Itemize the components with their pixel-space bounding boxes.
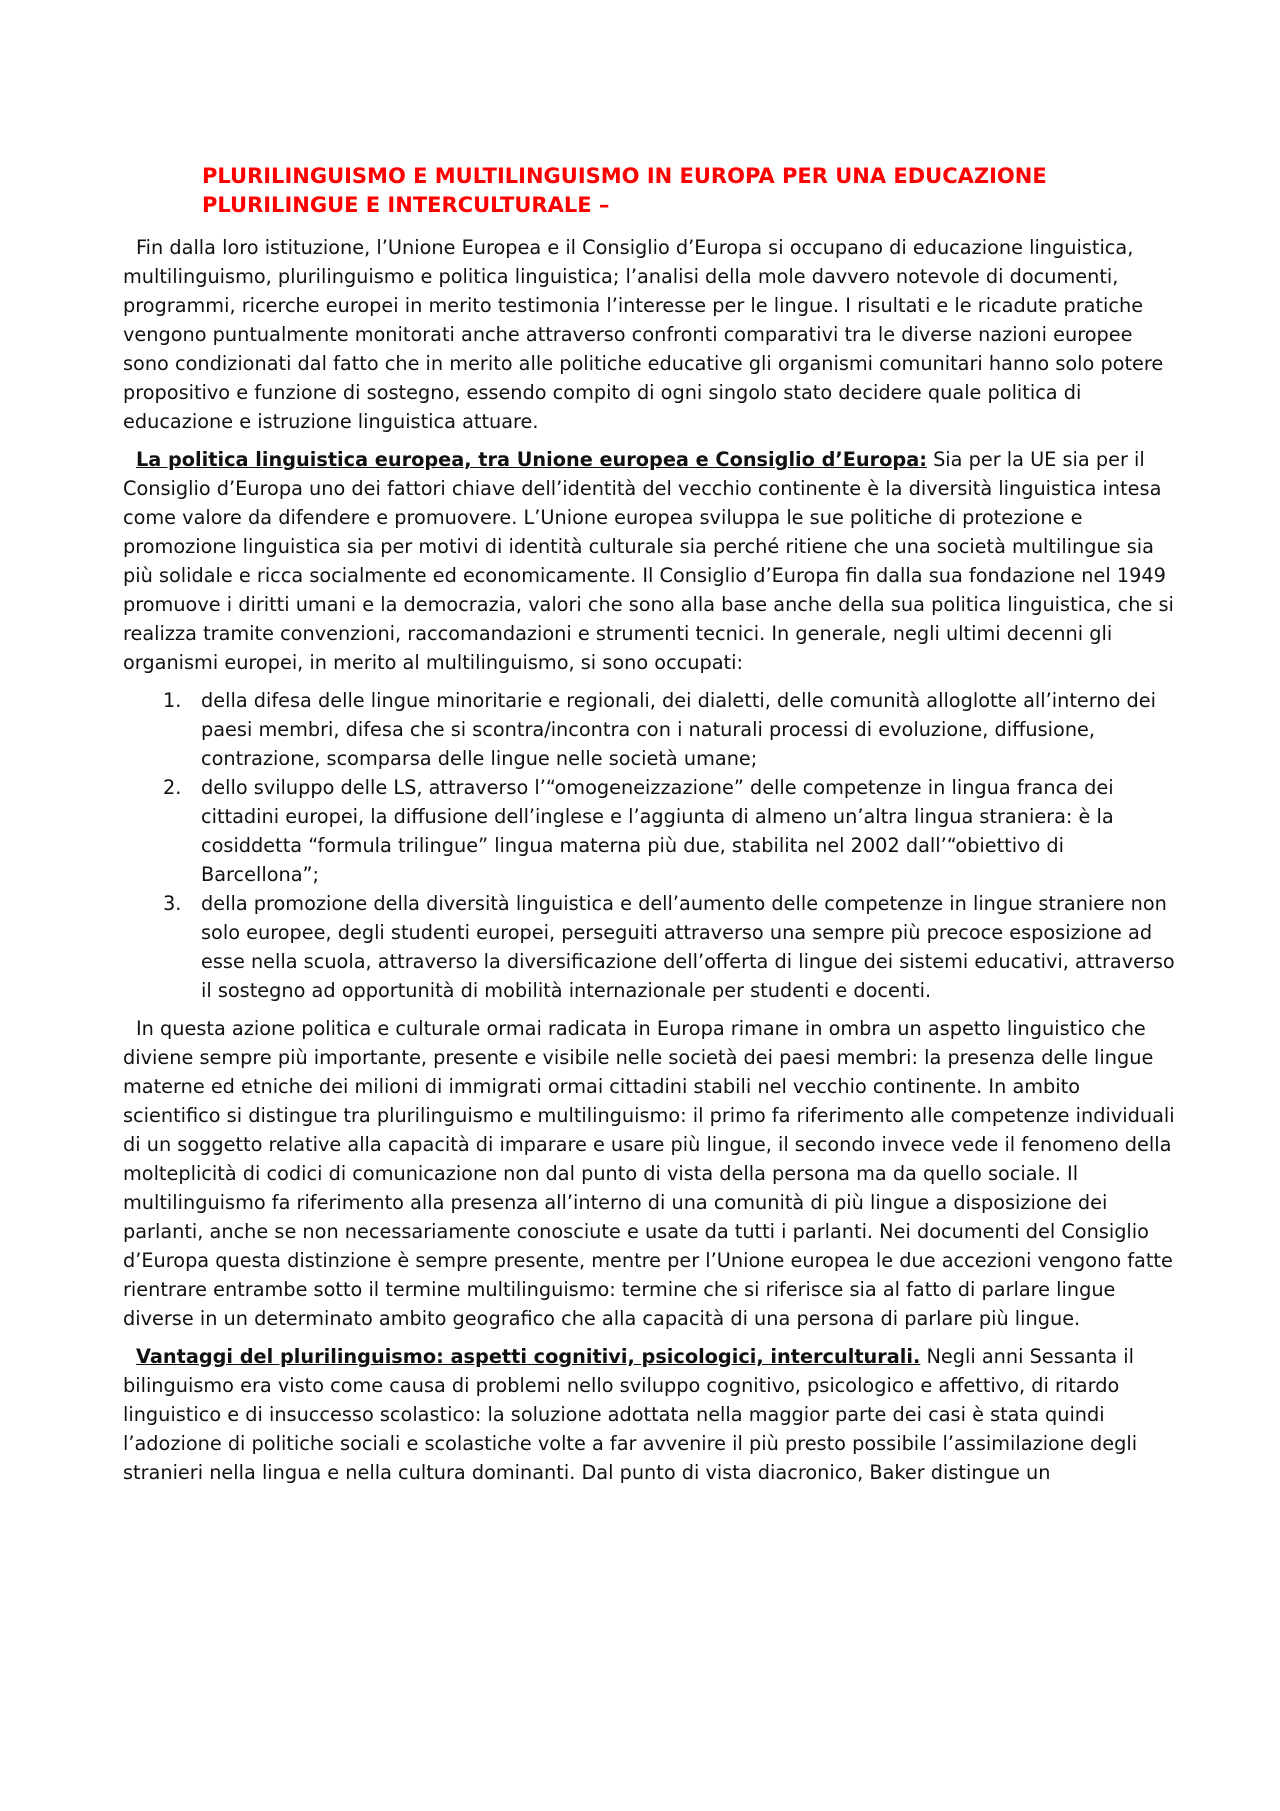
section-text: Negli anni Sessanta il bilinguismo era visto come causa di problemi nello sviluppo cognitivo, psicologico e affettivo, di ritardo linguistico e di insuccesso scolastico: la soluzione adottata nella maggior parte dei casi è stata quindi l’adozione di politiche sociali e scolastiche volte a far avvenire il più presto possibile l’assimilazione degli stranieri nella lingua e nella cultura dominanti. Dal punto di vista diacronico, Baker distingue un <box>123 1345 1138 1484</box>
section-heading: Vantaggi del plurilinguismo: aspetti cognitivi, psicologici, interculturali. <box>136 1345 921 1368</box>
section-paragraph <box>123 1342 1183 1487</box>
list-item-text: della difesa delle lingue minoritarie e regionali, dei dialetti, delle comunità alloglotte all’interno dei paesi membri, difesa che si scontra/incontra con i naturali processi di evoluzione, diffusione, contrazione, scomparsa delle lingue nelle società umane; <box>201 689 1156 770</box>
section-text: Sia per la UE sia per il Consiglio d’Europa uno dei fattori chiave dell’identità del vecchio continente è la diversità linguistica intesa come valore da difendere e promuovere. L’Unione europea sviluppa le sue politiche di protezione e promozione linguistica sia per motivi di identità culturale sia perché ritiene che una società multilingue sia più solidale e ricca socialmente ed economicamente. Il Consiglio d’Europa fin dalla sua fondazione nel 1949 promuove i diritti umani e la democrazia, valori che sono alla base anche della sua politica linguistica, che si realizza tramite convenzioni, raccomandazioni e strumenti tecnici. In generale, negli ultimi decenni gli organismi europei, in merito al multilinguismo, si sono occupati: <box>123 448 1174 674</box>
document-title: PLURILINGUISMO E MULTILINGUISMO IN EUROPA PER UNA EDUCAZIONE PLURILINGUE E INTERCULTURALE – <box>202 164 1047 217</box>
list-item <box>123 686 1183 773</box>
list-item-text: della promozione della diversità linguistica e dell’aumento delle competenze in lingue straniere non solo europee, degli studenti europei, perseguiti attraverso una sempre più precoce esposizione ad esse nella scuola, attraverso la diversificazione dell’offerta di lingue dei sistemi educativi, attraverso il sostegno ad opportunità di mobilità internazionale per studenti e docenti. <box>201 892 1175 1002</box>
list-item-number: 3. <box>163 892 182 915</box>
numbered-list <box>123 686 1183 1005</box>
list-item-number: 1. <box>163 689 182 712</box>
list-item-text: dello sviluppo delle LS, attraverso l’“omogeneizzazione” delle competenze in lingua franca dei cittadini europei, la diffusione dell’inglese e l’aggiunta di almeno un’altra lingua straniera: è la cosiddetta “formula trilingue” lingua materna più due, stabilita nel 2002 dall’“obiettivo di Barcellona”; <box>201 776 1114 886</box>
list-item <box>123 889 1183 1005</box>
list-item-number: 2. <box>163 776 182 799</box>
section-heading: La politica linguistica europea, tra Unione europea e Consiglio d’Europa: <box>136 448 927 471</box>
section-paragraph <box>123 445 1183 677</box>
document-body <box>123 233 1183 1487</box>
list-item <box>123 773 1183 889</box>
intro-paragraph: Fin dalla loro istituzione, l’Unione Europea e il Consiglio d’Europa si occupano di educazione linguistica, multilinguismo, plurilinguismo e politica linguistica; l’analisi della mole davvero notevole di documenti, programmi, ricerche europei in merito testimonia l’interesse per le lingue. I risultati e le ricadute pratiche vengono puntualmente monitorati anche attraverso confronti comparativi tra le diverse nazioni europee sono condizionati dal fatto che in merito alle politiche educative gli organismi comunitari hanno solo potere propositivo e funzione di sostegno, essendo compito di ogni singolo stato decidere quale politica di educazione e istruzione linguistica attuare. <box>123 236 1164 433</box>
body-paragraph: In questa azione politica e culturale ormai radicata in Europa rimane in ombra un aspetto linguistico che diviene sempre più importante, presente e visibile nelle società dei paesi membri: la presenza delle lingue materne ed etniche dei milioni di immigrati ormai cittadini stabili nel vecchio continente. In ambito scientifico si distingue tra plurilinguismo e multilinguismo: il primo fa riferimento alle competenze individuali di un soggetto relative alla capacità di imparare e usare più lingue, il secondo invece vede il fenomeno della molteplicità di codici di comunicazione non dal punto di vista della persona ma da quello sociale. Il multilinguismo fa riferimento alla presenza all’interno di una comunità di più lingue a disposizione dei parlanti, anche se non necessariamente conosciute e usate da tutti i parlanti. Nei documenti del Consiglio d’Europa questa distinzione è sempre presente, mentre per l’Unione europea le due accezioni vengono fatte rientrare entrambe sotto il termine multilinguismo: termine che si riferisce sia al fatto di parlare lingue diverse in un determinato ambito geografico che alla capacità di una persona di parlare più lingue. <box>123 1017 1175 1330</box>
